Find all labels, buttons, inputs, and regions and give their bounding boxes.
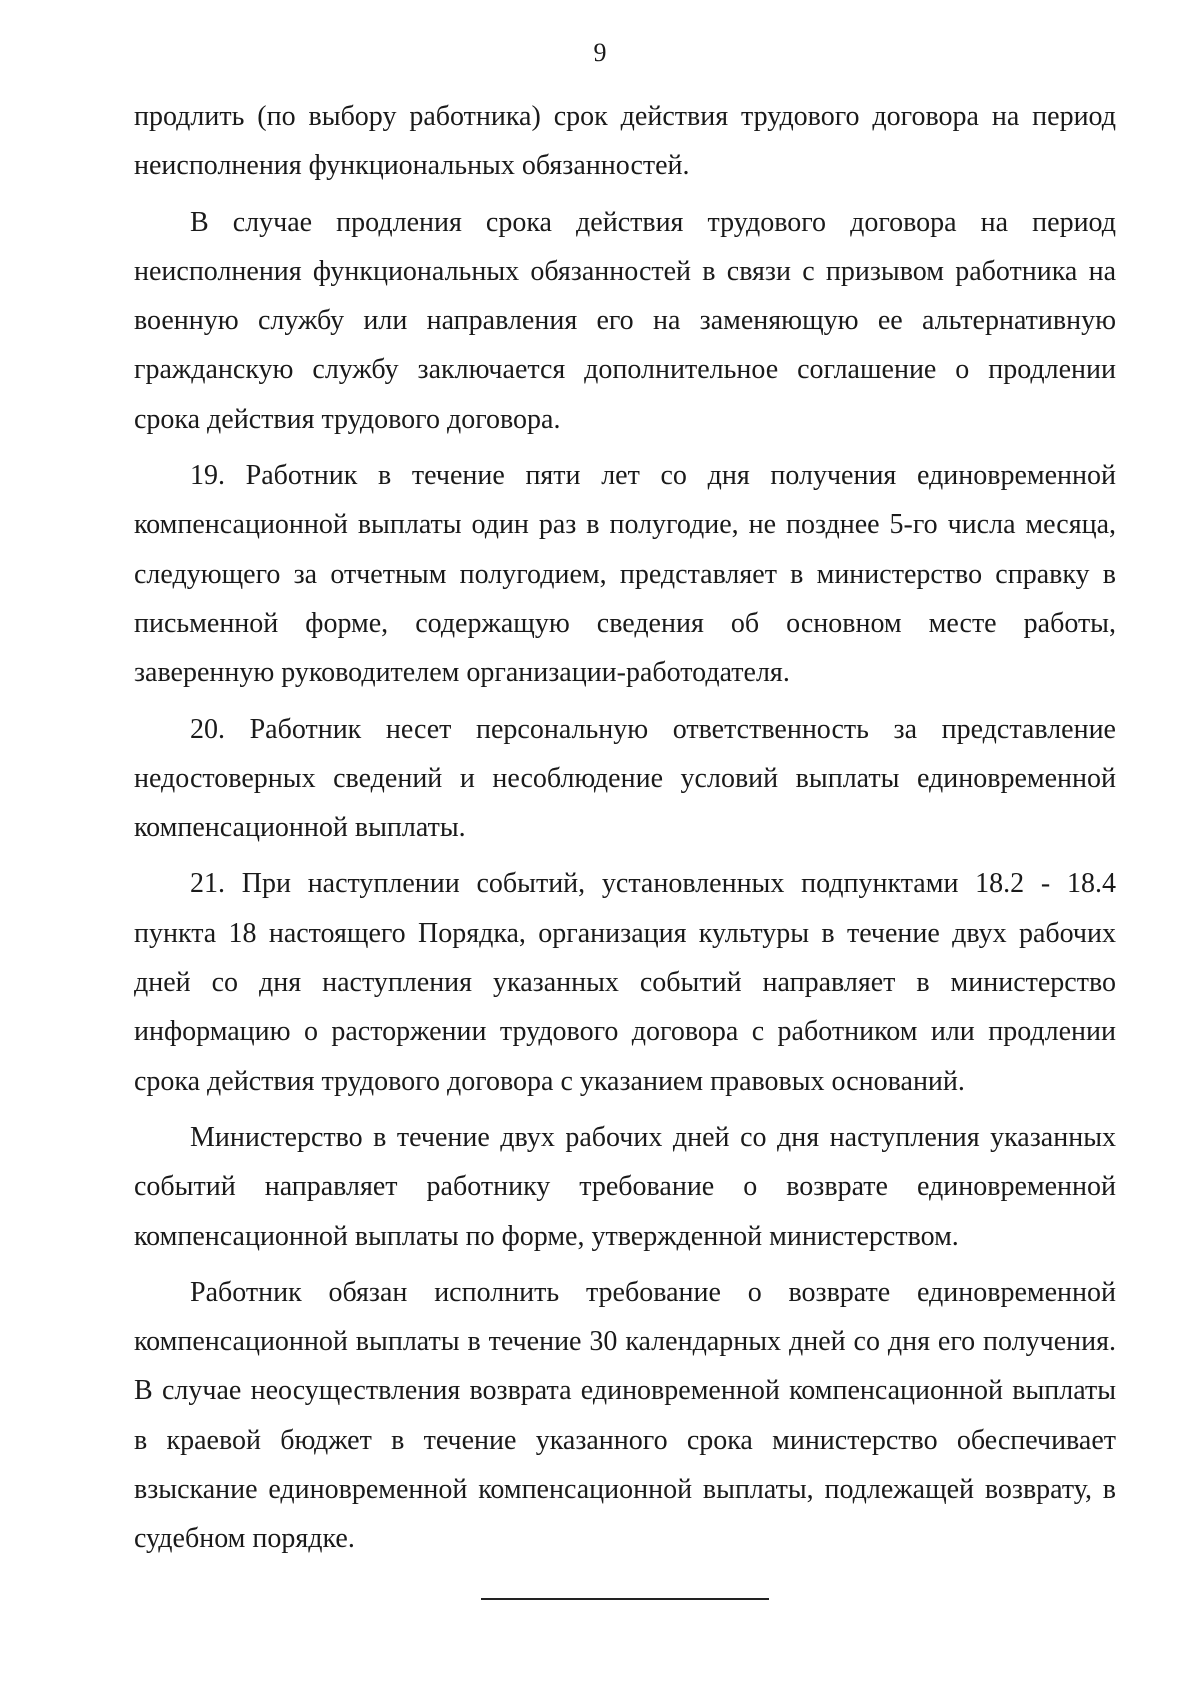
paragraph-item-20: 20. Работник несет персональную ответственность за представление недостоверных сведений и несоблюдение условий выплаты единовременной компенсационной выплаты. [134, 713, 1116, 844]
paragraph-repayment-obligation: Работник обязан исполнить требование о возврате единовременной компенсационной выплаты в течение 30 календарных дней со дня его получения. В случае неосуществления возврата единовременной компенсационной выплаты в краевой бюджет в течение указанного срока министерство обеспечивает взыскание единовременной компенсационной выплаты, подлежащей возврату, в судебном порядке. [134, 1276, 1116, 1555]
paragraph-extension-agreement: В случае продления срока действия трудового договора на период неисполнения функциональных обязанностей в связи с призывом работника на военную службу или направления его на заменяющую ее альтернативную гражданскую службу заключается дополнительное соглашение о продлении срока действия трудового договора. [134, 206, 1116, 435]
paragraph-continuation: продлить (по выбору работника) срок действия трудового договора на период неисполнения функциональных обязанностей. [134, 101, 1116, 182]
paragraph-item-21: 21. При наступлении событий, установленных подпунктами 18.2 - 18.4 пункта 18 настоящего Порядка, организация культуры в течение двух рабочих дней со дня наступления указанных событий направляет в министерство информацию о расторжении трудового договора с работником или продлении срока действия трудового договора с указанием правовых оснований. [134, 868, 1116, 1097]
paragraph-ministry-demand: Министерство в течение двух рабочих дней со дня наступления указанных событий направляет работнику требование о возврате единовременной компенсационной выплаты по форме, утвержденной министерством. [134, 1121, 1116, 1252]
paragraph-item-19: 19. Работник в течение пяти лет со дня получения единовременной компенсационной выплаты один раз в полугодие, не позднее 5-го числа месяца, следующего за отчетным полугодием, представляет в министерство справку в письменной форме, содержащую сведения об основном месте работы, заверенную руководителем организации-работодателя. [134, 460, 1116, 689]
document-body [134, 92, 1116, 1564]
end-of-document-rule [481, 1598, 769, 1600]
page-number: 9 [593, 38, 607, 67]
